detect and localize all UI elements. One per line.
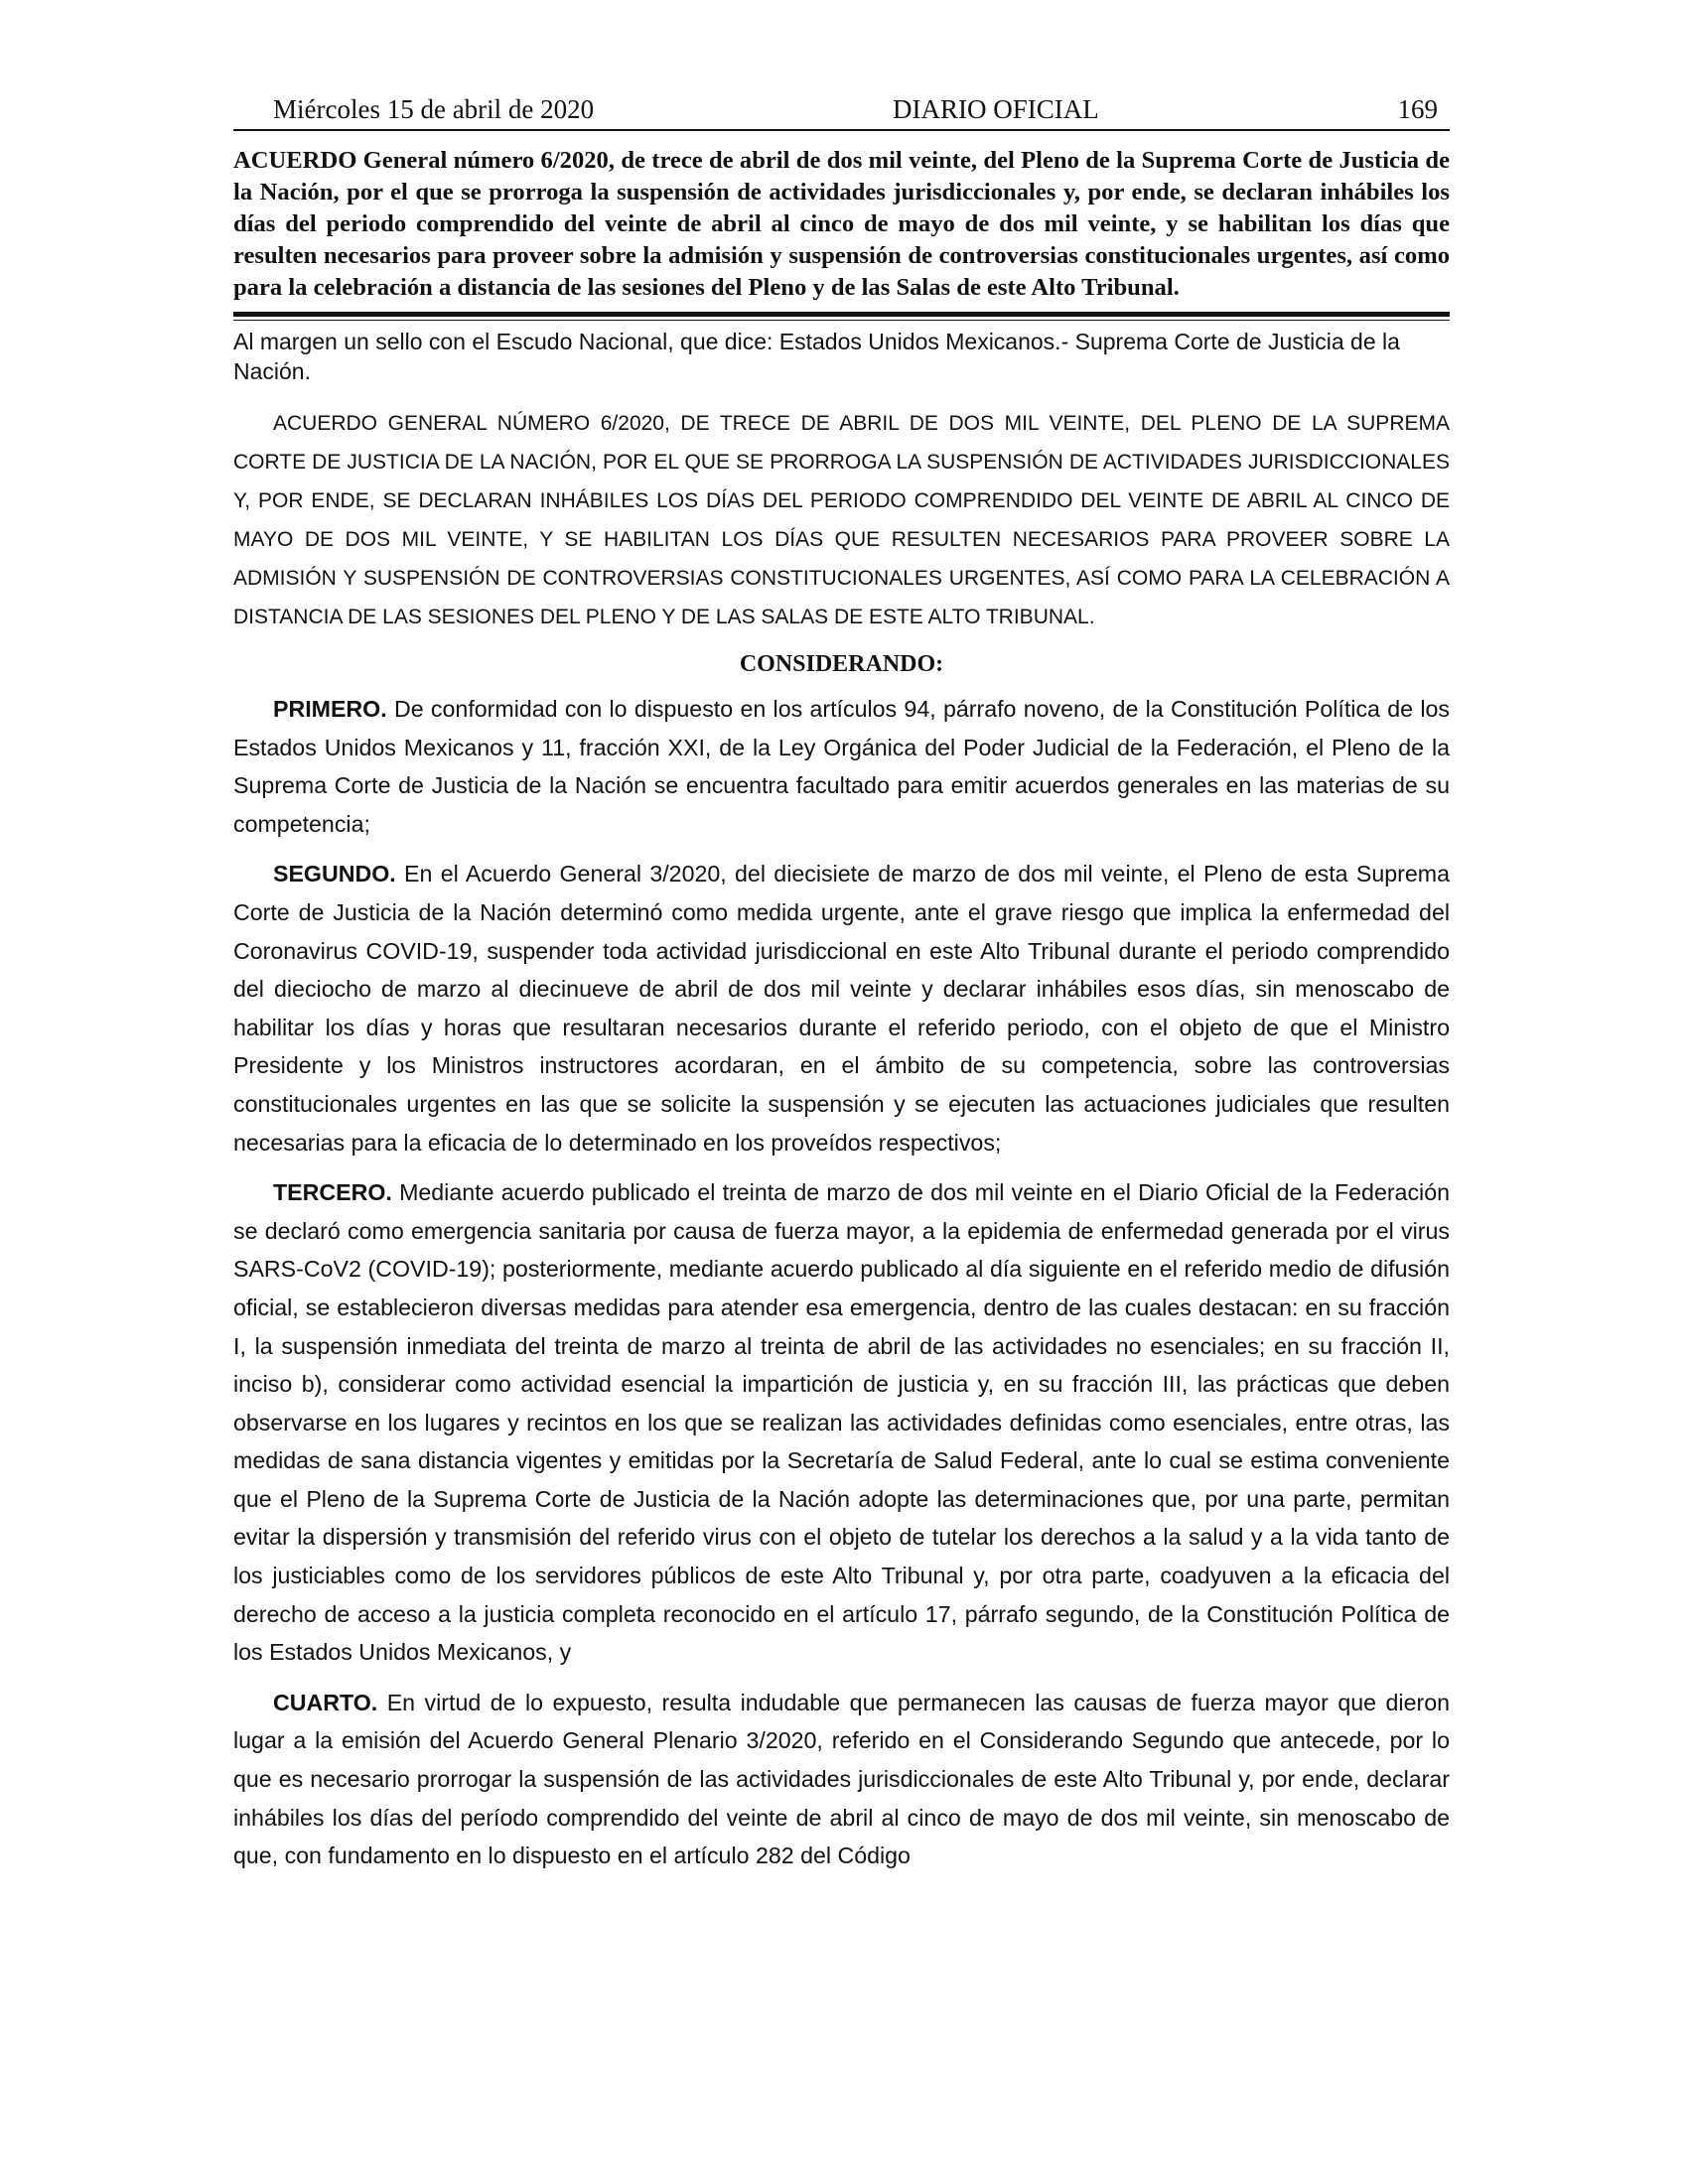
document-title: ACUERDO General número 6/2020, de trece de abril de dos mil veinte, del Pleno de la Suprema Corte de Justicia de la Nación, por el que se prorroga la suspensión de actividades jurisdiccionales y, por ende, se declaran inhábiles los días del periodo comprendido del veinte de abril al cinco de mayo de dos mil veinte, y se habilitan los días que resulten necesarios para proveer sobre la admisión y suspensión de controversias constitucionales urgentes, así como para la celebración a distancia de las sesiones del Pleno y de las Salas de este Alto Tribunal. [233, 147, 1450, 301]
paragraph-cuarto [233, 1684, 1450, 1875]
paragraph-text: En virtud de lo expuesto, resulta indudable que permanecen las causas de fuerza mayor que dieron lugar a la emisión del Acuerdo General Plenario 3/2020, referido en el Considerando Segundo que antecede, por lo que es necesario prorrogar la suspensión de las actividades jurisdiccionales de este Alto Tribunal y, por ende, declarar inhábiles los días del período comprendido del veinte de abril al cinco de mayo de dos mil veinte, sin menoscabo de que, con fundamento en lo dispuesto en el artículo 282 del Código [233, 1689, 1450, 1869]
paragraph-segundo [233, 855, 1450, 1161]
paragraph-label: SEGUNDO. [273, 861, 396, 887]
document-page [233, 94, 1450, 1887]
section-heading: CONSIDERANDO: [739, 651, 944, 677]
paragraph-label: PRIMERO. [273, 696, 387, 722]
paragraph-label: CUARTO. [273, 1689, 378, 1715]
running-header [233, 94, 1450, 131]
paragraph-primero [233, 690, 1450, 843]
header-publication: DIARIO OFICIAL [892, 94, 1099, 124]
paragraph-text: Mediante acuerdo publicado el treinta de marzo de dos mil veinte en el Diario Oficial de la Federación se declaró como emergencia sanitaria por causa de fuerza mayor, a la epidemia de enfermedad generada por el virus SARS-CoV2 (COVID-19); posteriormente, mediante acuerdo publicado al día siguiente en el referido medio de difusión oficial, se establecieron diversas medidas para atender esa emergencia, dentro de las cuales destacan: en su fracción I, la suspensión inmediata del treinta de marzo al treinta de abril de las actividades no esenciales; en su fracción II, inciso b), considerar como actividad esencial la impartición de justicia y, en su fracción III, las prácticas que deben observarse en los lugares y recintos en los que se realizan las actividades definidas como esenciales, entre otras, las medidas de sana distancia vigentes y emitidas por la Secretaría de Salud Federal, ante lo cual se estima conveniente que el Pleno de la Suprema Corte de Justicia de la Nación adopte las determinaciones que, por una parte, permitan evitar la dispersión y transmisión del referido virus con el objeto de tutelar los derechos a la salud y a la vida tanto de los justiciables como de los servidores públicos de este Alto Tribunal y, por otra parte, coadyuven a la eficacia del derecho de acceso a la justicia completa reconocido en el artículo 17, párrafo segundo, de la Constitución Política de los Estados Unidos Mexicanos, y [233, 1179, 1450, 1666]
paragraph-text: De conformidad con lo dispuesto en los artículos 94, párrafo noveno, de la Constitución Política de los Estados Unidos Mexicanos y 11, fracción XXI, de la Ley Orgánica del Poder Judicial de la Federación, el Pleno de la Suprema Corte de Justicia de la Nación se encuentra facultado para emitir acuerdos generales en las materias de su competencia; [233, 696, 1450, 837]
header-page-number: 169 [1397, 94, 1438, 124]
paragraph-tercero [233, 1173, 1450, 1672]
header-date: Miércoles 15 de abril de 2020 [273, 94, 595, 124]
paragraph-label: TERCERO. [273, 1179, 392, 1206]
margin-note: Al margen un sello con el Escudo Nacional, que dice: Estados Unidos Mexicanos.- Suprema Corte de Justicia de la Nación. [233, 329, 1400, 384]
title-divider [233, 312, 1450, 321]
paragraph-text: En el Acuerdo General 3/2020, del diecisiete de marzo de dos mil veinte, el Pleno de esta Suprema Corte de Justicia de la Nación determinó como medida urgente, ante el grave riesgo que implica la enfermedad del Coronavirus COVID-19, suspender toda actividad jurisdiccional en este Alto Tribunal durante el periodo comprendido del dieciocho de marzo al diecinueve de abril de dos mil veinte y declarar inhábiles esos días, sin menoscabo de habilitar los días y horas que resultaran necesarios durante el referido periodo, con el objeto de que el Ministro Presidente y los Ministros instructores acordaran, en el ámbito de su competencia, sobre las controversias constitucionales urgentes en las que se solicite la suspensión y se ejecuten las actuaciones judiciales que resulten necesarias para la eficacia de lo determinado en los proveídos respectivos; [233, 861, 1450, 1156]
caps-title: ACUERDO GENERAL NÚMERO 6/2020, DE TRECE DE ABRIL DE DOS MIL VEINTE, DEL PLENO DE LA SUPREMA CORTE DE JUSTICIA DE LA NACIÓN, POR EL QUE SE PRORROGA LA SUSPENSIÓN DE ACTIVIDADES JURISDICCIONALES Y, POR ENDE, SE DECLARAN INHÁBILES LOS DÍAS DEL PERIODO COMPRENDIDO DEL VEINTE DE ABRIL AL CINCO DE MAYO DE DOS MIL VEINTE, Y SE HABILITAN LOS DÍAS QUE RESULTEN NECESARIOS PARA PROVEER SOBRE LA ADMISIÓN Y SUSPENSIÓN DE CONTROVERSIAS CONSTITUCIONALES URGENTES, ASÍ COMO PARA LA CELEBRACIÓN A DISTANCIA DE LAS SESIONES DEL PLENO Y DE LAS SALAS DE ESTE ALTO TRIBUNAL. [233, 412, 1450, 628]
